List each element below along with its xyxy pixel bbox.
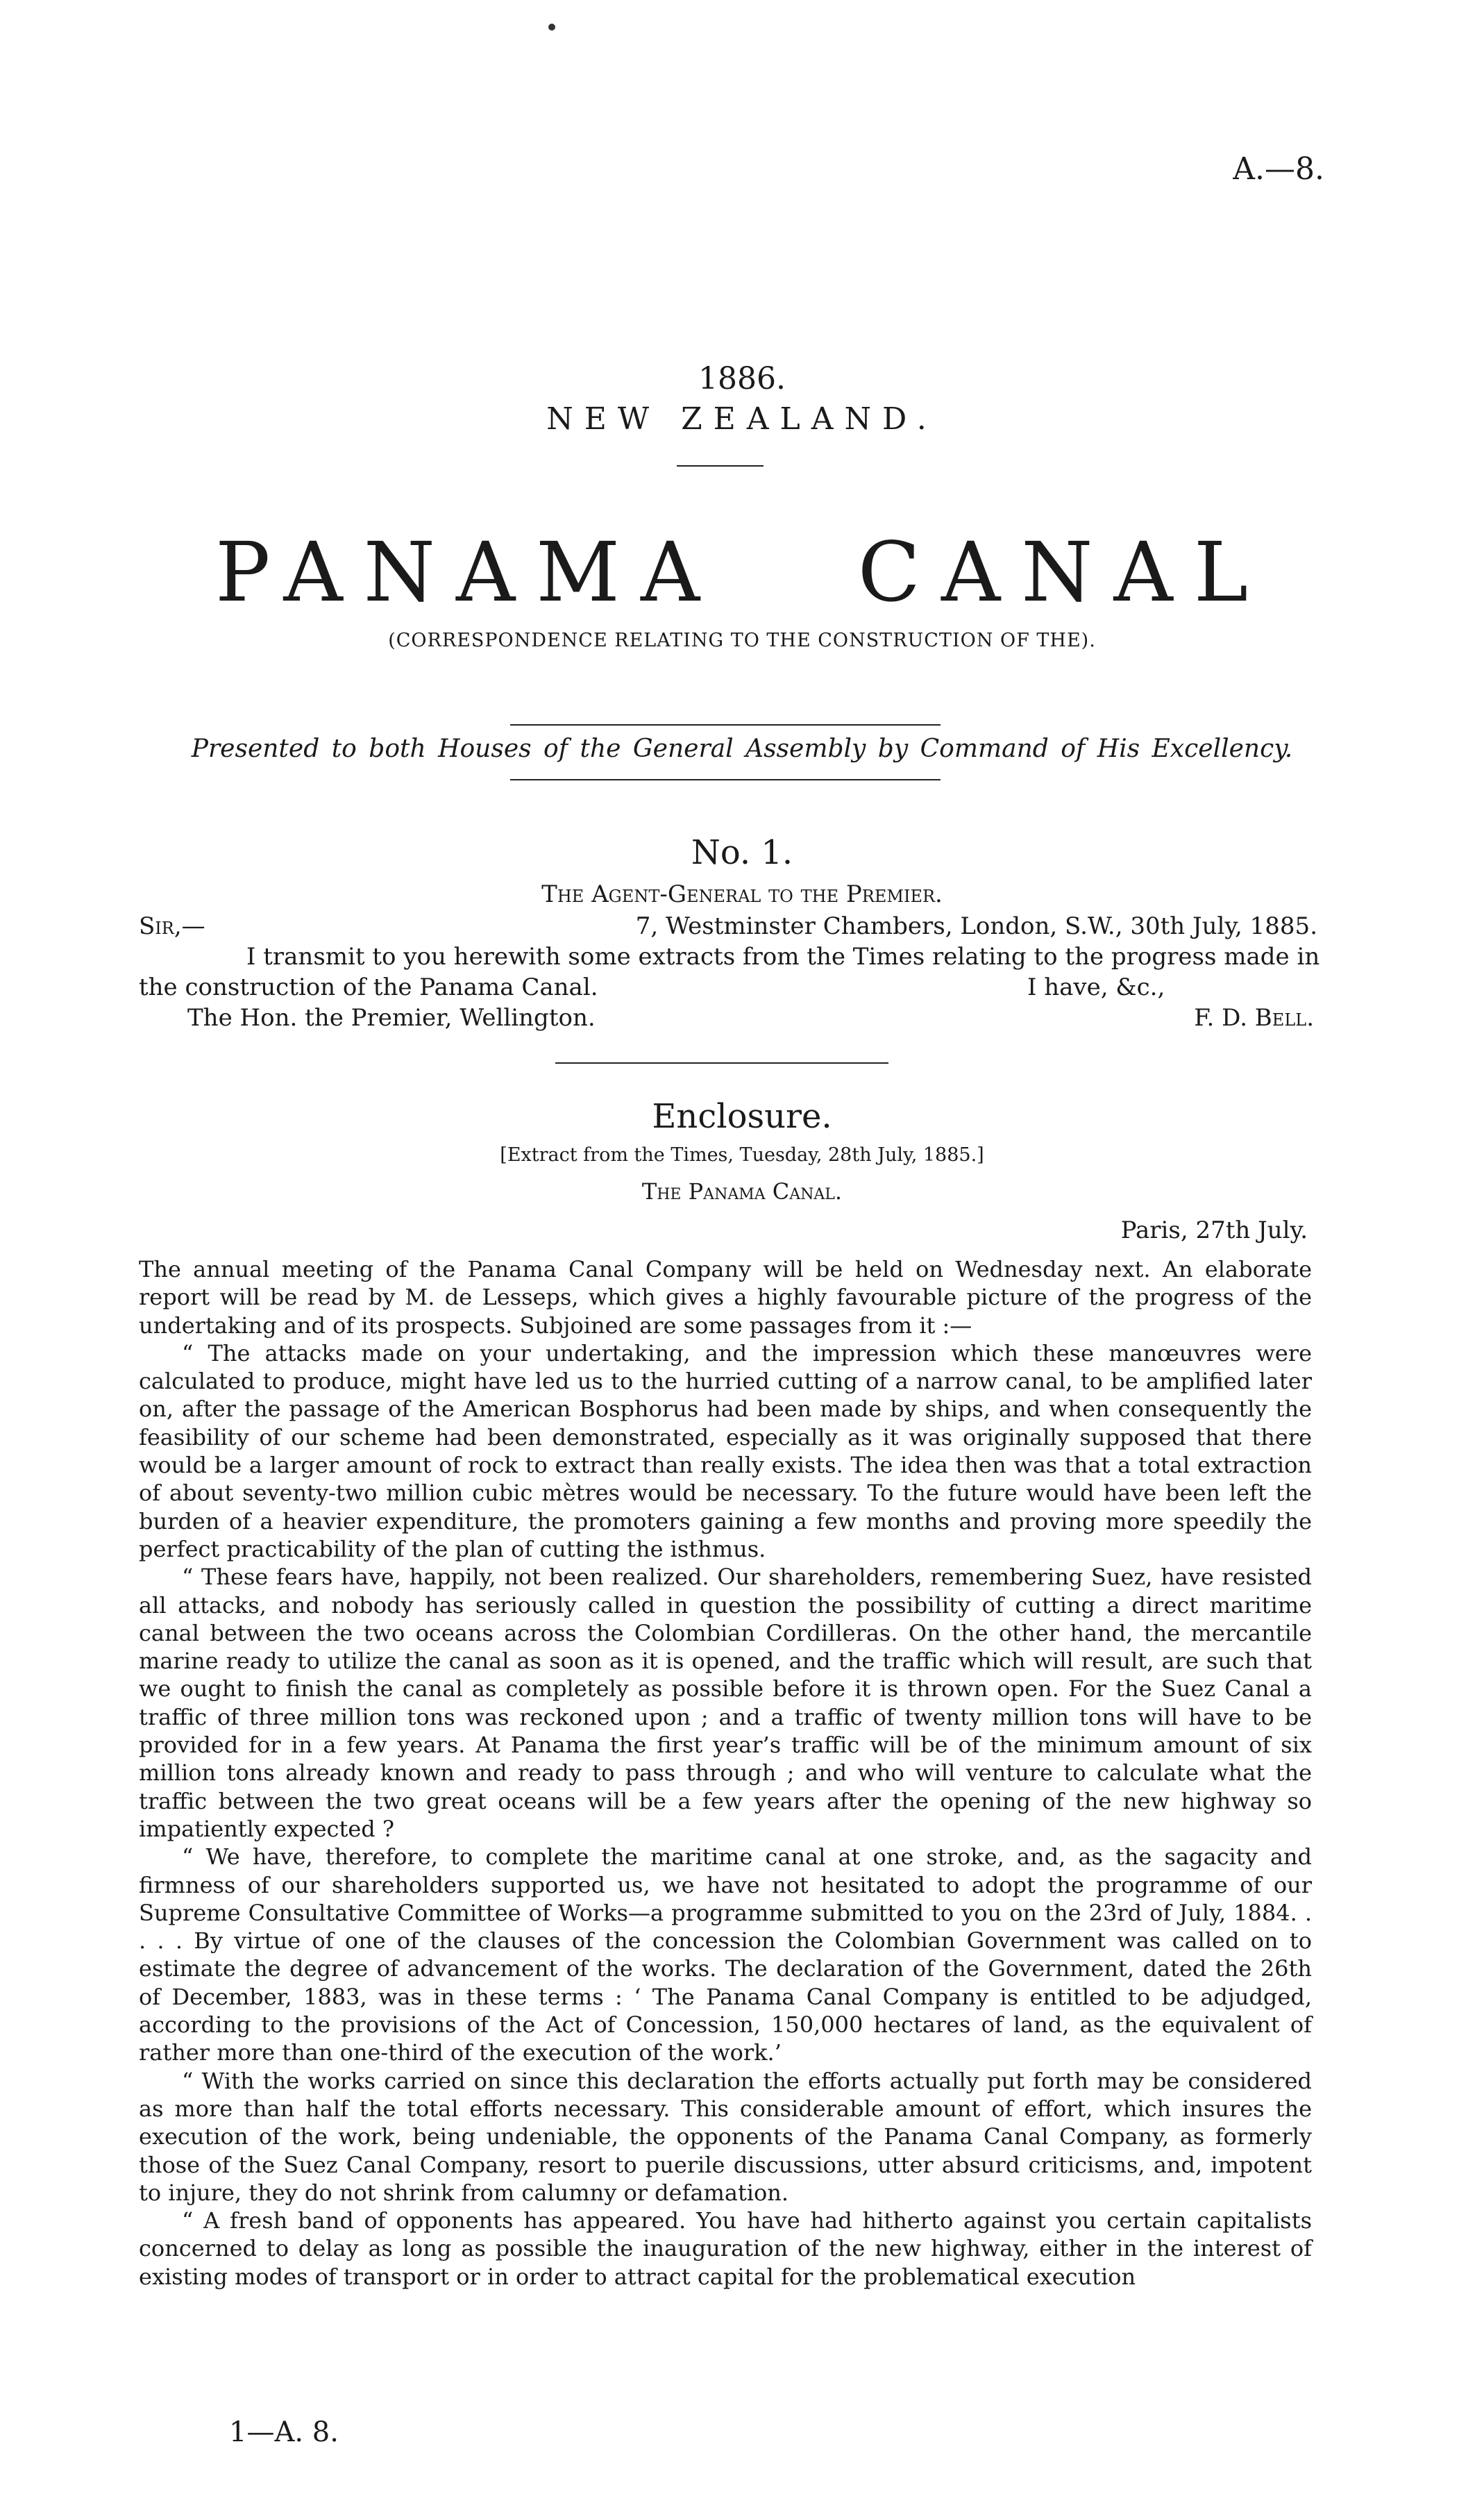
article-paragraph: “ The attacks made on your undertaking, and the impression which these manœuvres were calculated to produce, might have led us to the hurried cutting of a narrow canal, to be amplified later on, after the passage of the American Bosphorus had been made by ships, and when consequently the feasibility of our scheme had been demonstrated, especially as it was originally supposed that there would be a larger amount of rock to extract than really exists. The idea then was that a total extraction of about seventy-two million cubic mètres would be necessary. To the future would have been left the burden of a heavier expenditure, the promoters gaining a few months and proving more speedily the perfect practicability of the plan of cutting the isthmus. — [139, 1339, 1312, 1562]
letter-salutation: Sir,— — [139, 912, 205, 940]
page-title: PANAMA CANAL — [214, 524, 1270, 620]
article-paragraph: “ These fears have, happily, not been realized. Our shareholders, remembering Suez, have resisted all attacks, and nobody has seriously called in question the possibility of cutting a direct maritime canal between the two oceans across the Colombian Cordilleras. On the other hand, the mercantile marine ready to utilize the canal as soon as it is opened, and the traffic which will result, are such that we ought to finish the canal as completely as possible before it is thrown open. For the Suez Canal a traffic of three million tons was reckoned upon ; and a traffic of twenty million tons will have to be provided for in a few years. At Panama the first year’s traffic will be of the minimum amount of six million tons already known and ready to pass through ; and who will venture to calculate what the traffic between the two great oceans will be a few years after the opening of the new highway so impatiently expected ? — [139, 1564, 1312, 1842]
ink-speck — [548, 24, 555, 31]
letter-from-to: The Agent-General to the Premier. — [541, 880, 943, 908]
article-paragraph: “ A fresh band of opponents has appeared. You have had hitherto against you certain capitalists concerned to delay as long as possible the inauguration of the new highway, either in the interest of existing modes of transport or in order to attract capital for the problematical execution — [139, 2207, 1312, 2290]
year: 1886. — [698, 361, 786, 396]
article-title: The Panama Canal. — [641, 1178, 843, 1205]
article-paragraph: “ With the works carried on since this declaration the efforts actually put forth may be considered as more than half the total efforts necessary. This considerable amount of effort, which insures the execution of the work, being undeniable, the opponents of the Panama Canal Company, as formerly those of the Suez Canal Company, resort to puerile discussions, utter absurd criticisms, and, impotent to injure, they do not shrink from calumny or defamation. — [139, 2067, 1312, 2206]
divider-rule — [555, 1062, 888, 1064]
presentation-note: Presented to both Houses of the General Assembly by Command of His Excellency. — [191, 735, 1293, 763]
letter-addressee: The Hon. the Premier, Wellington. — [187, 1004, 596, 1032]
divider-rule — [677, 465, 764, 467]
page-subtitle: (CORRESPONDENCE RELATING TO THE CONSTRUCTION OF THE). — [388, 630, 1096, 651]
letter-body-line: the construction of the Panama Canal. — [139, 973, 598, 1001]
country: NEW ZEALAND. — [546, 401, 938, 437]
article-dateline: Paris, 27th July. — [1120, 1216, 1308, 1244]
extract-note: [Extract from the Times, Tuesday, 28th July, 1885.] — [500, 1144, 984, 1166]
letter-body-line: I transmit to you herewith some extracts from the Times relating to the progress made in — [246, 943, 1320, 971]
page-reference: A.—8. — [1233, 151, 1324, 187]
divider-rule — [510, 724, 941, 726]
article-paragraph: “ We have, therefore, to complete the maritime canal at one stroke, and, as the sagacity and firmness of our shareholders supported us, we have not hesitated to adopt the programme of our Supreme Consultative Committee of Works—a programme submitted to you on the 23rd of July, 1884. . . . . By virtue of one of the clauses of the concession the Colombian Government was called on to estimate the degree of advancement of the works. The declaration of the Government, dated the 26th of December, 1883, was in these terms : ‘ The Panama Canal Company is entitled to be adjudged, according to the provisions of the Act of Concession, 150,000 hectares of land, as the equivalent of rather more than one-third of the execution of the work.’ — [139, 1843, 1312, 2066]
signature-mark: 1—A. 8. — [229, 2416, 339, 2448]
article-paragraph: The annual meeting of the Panama Canal Company will be held on Wednesday next. An elaborate report will be read by M. de Lesseps, which gives a highly favourable picture of the progress of the undertaking and of its prospects. Subjoined are some passages from it :— — [139, 1256, 1312, 1339]
letter-number: No. 1. — [691, 833, 793, 872]
letter-address: 7, Westminster Chambers, London, S.W., 30th July, 1885. — [635, 912, 1317, 940]
letter-closing: I have, &c., — [1027, 973, 1165, 1001]
article-body — [139, 1255, 1312, 2291]
divider-rule — [510, 779, 941, 780]
letter-signature: F. D. Bell. — [1194, 1004, 1314, 1032]
enclosure-heading: Enclosure. — [652, 1097, 832, 1136]
